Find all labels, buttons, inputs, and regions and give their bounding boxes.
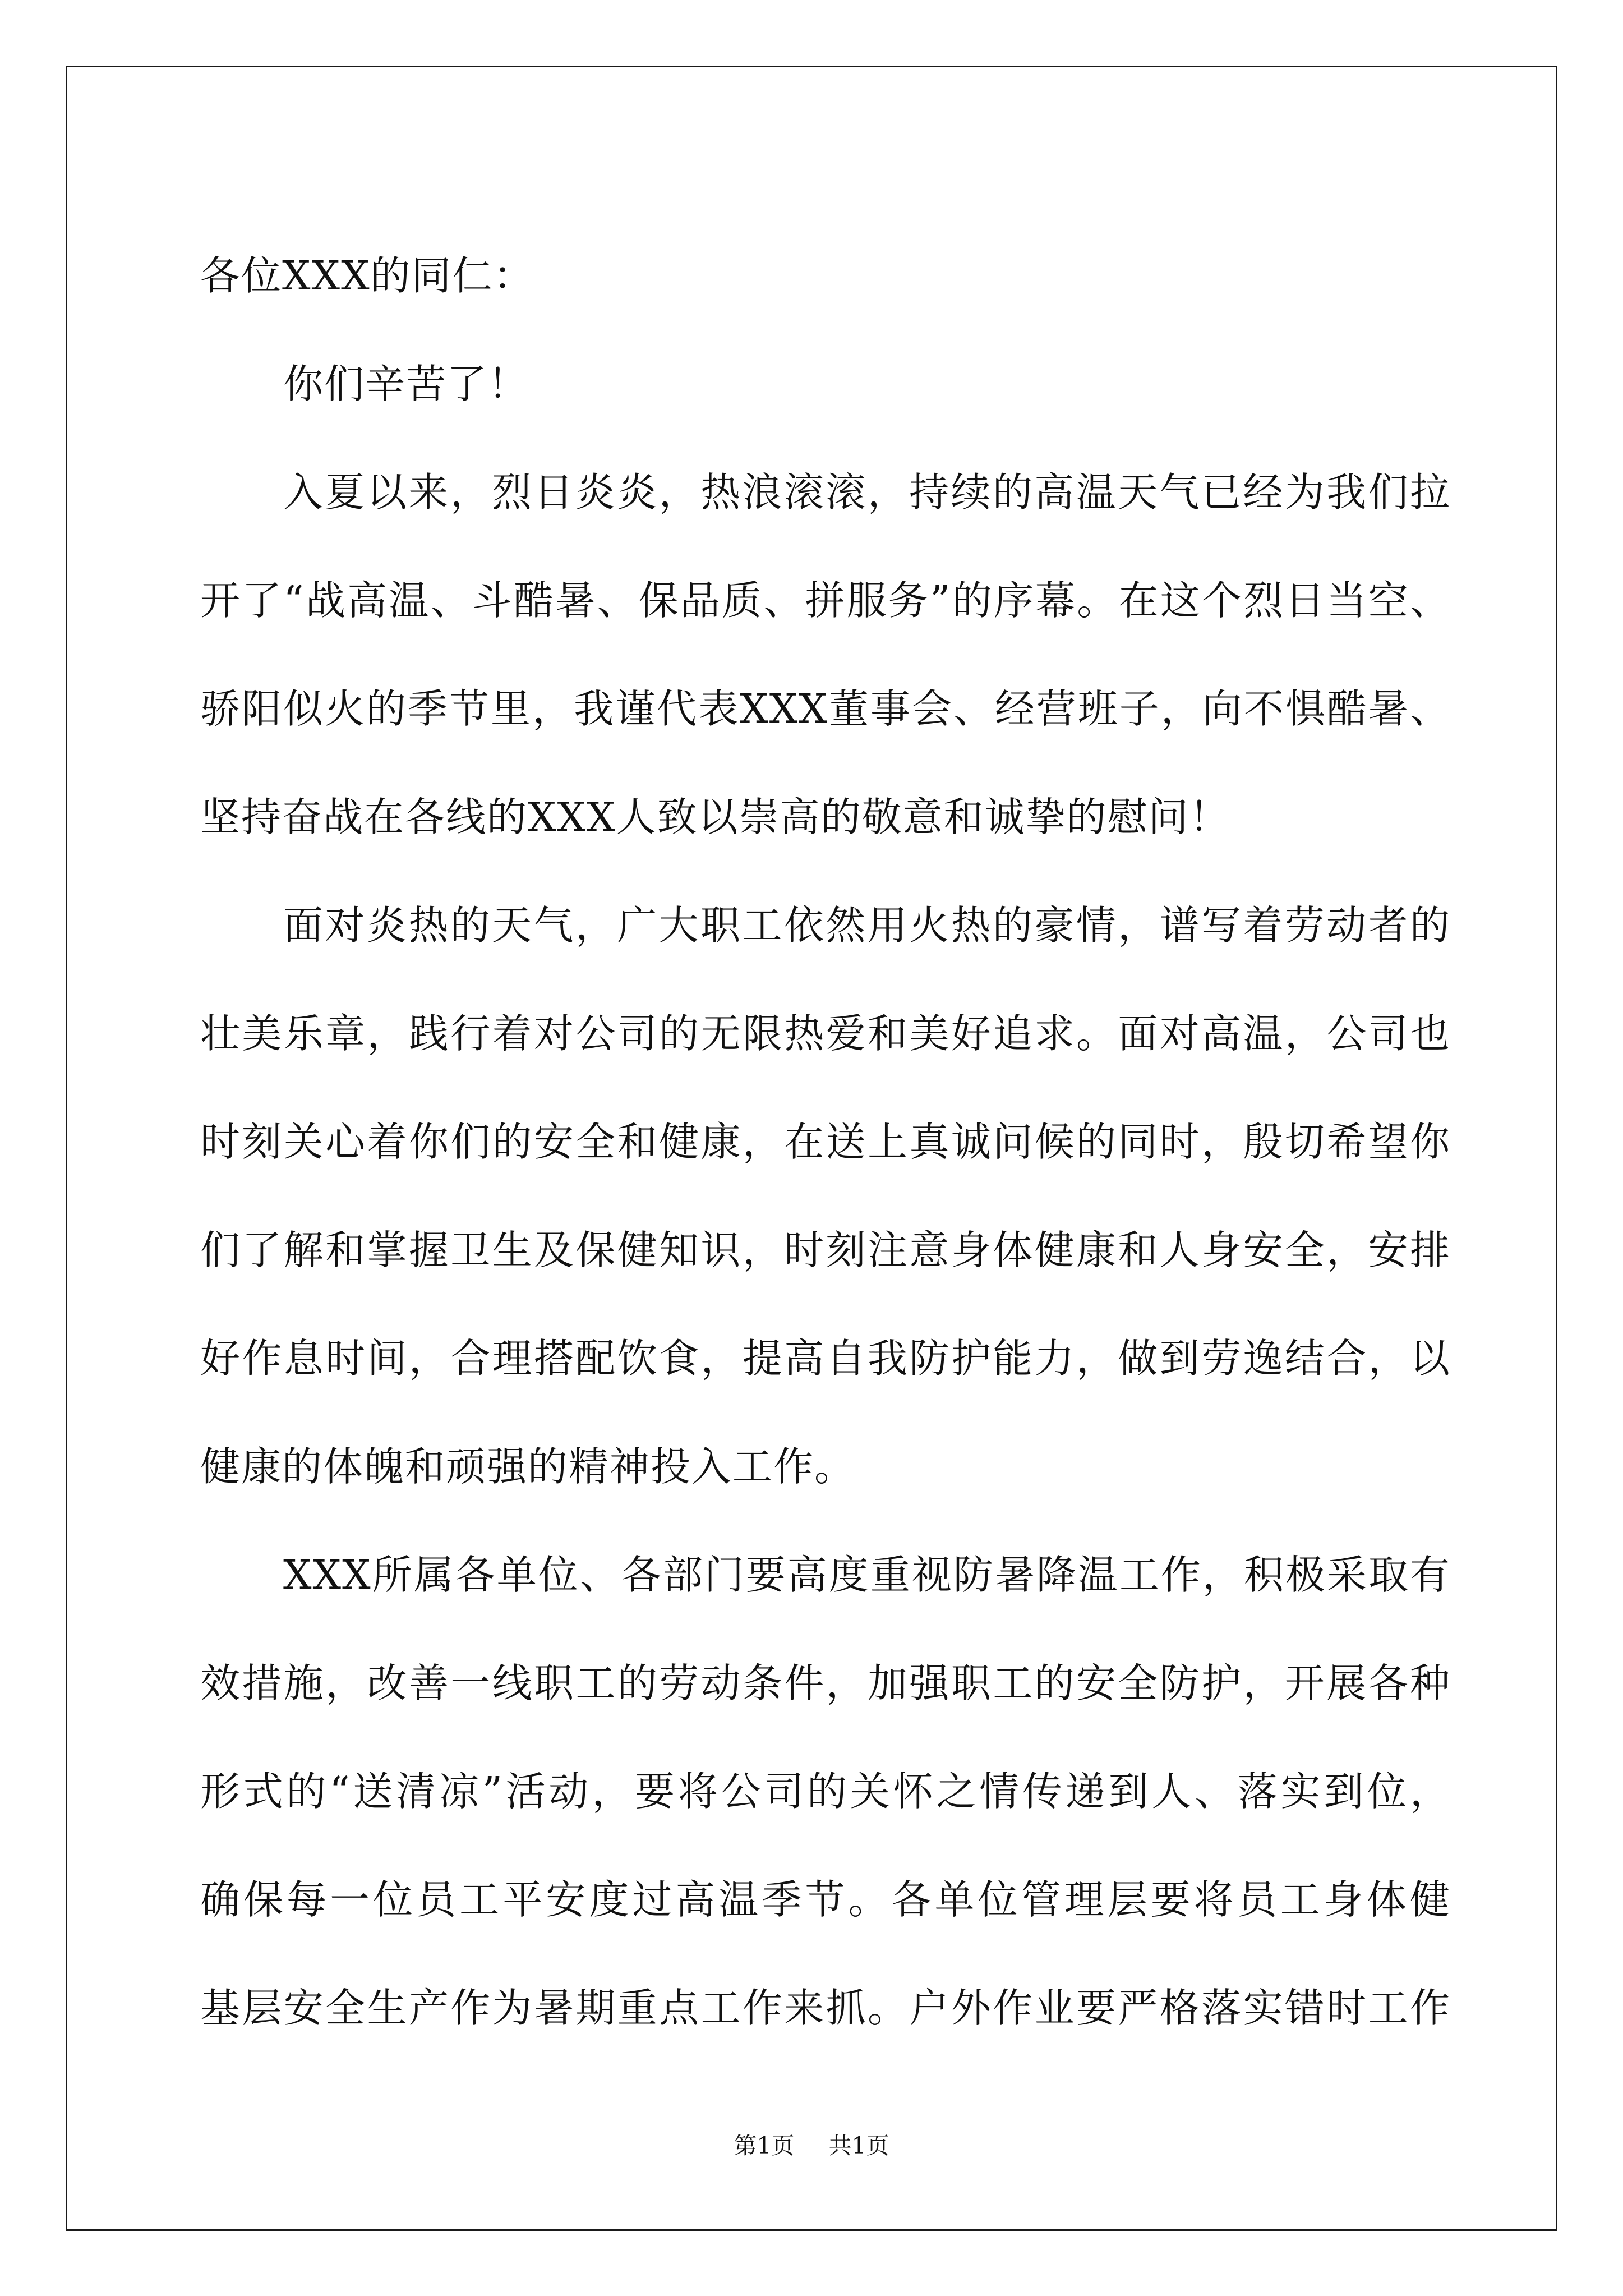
page-count: 共1页 <box>828 2132 889 2159</box>
text-line-8: 壮美乐章，践行着对公司的无限热爱和美好追求。面对高温，公司也 <box>200 1010 1451 1057</box>
text-line-1: 各位XXX的同仁： <box>200 252 534 299</box>
text-line-11: 好作息时间，合理搭配饮食，提高自我防护能力，做到劳逸结合，以 <box>200 1335 1451 1382</box>
text-line-17: 基层安全生产作为暑期重点工作来抓。户外作业要严格落实错时工作 <box>200 1985 1451 2031</box>
text-line-15: 形式的“送清凉”活动，要将公司的关怀之情传递到人、落实到位， <box>200 1768 1451 1815</box>
letter-body <box>200 222 1451 2062</box>
text-line-4: 开了“战高温、斗酷暑、保品质、拼服务”的序幕。在这个烈日当空、 <box>200 577 1451 624</box>
text-line-12: 健康的体魄和顽强的精神投入工作。 <box>200 1443 856 1490</box>
text-line-6: 坚持奋战在各线的XXX人致以崇高的敬意和诚挚的慰问！ <box>200 794 1230 840</box>
text-line-2: 你们辛苦了！ <box>283 361 529 407</box>
page-number: 第1页 <box>734 2132 795 2159</box>
text-line-10: 们了解和掌握卫生及保健知识，时刻注意身体健康和人身安全，安排 <box>200 1227 1451 1273</box>
text-line-9: 时刻关心着你们的安全和健康，在送上真诚问候的同时，殷切希望你 <box>200 1119 1451 1165</box>
text-line-7: 面对炎热的天气，广大职工依然用火热的豪情，谱写着劳动者的 <box>283 902 1451 949</box>
text-line-5: 骄阳似火的季节里，我谨代表XXX董事会、经营班子，向不惧酷暑、 <box>200 685 1451 732</box>
text-line-3: 入夏以来，烈日炎炎，热浪滚滚，持续的高温天气已经为我们拉 <box>283 469 1451 516</box>
text-line-13: XXX所属各单位、各部门要高度重视防暑降温工作，积极采取有 <box>283 1552 1451 1598</box>
text-line-16: 确保每一位员工平安度过高温季节。各单位管理层要将员工身体健 <box>200 1876 1451 1923</box>
page-footer <box>0 2127 1623 2160</box>
text-line-14: 效措施，改善一线职工的劳动条件，加强职工的安全防护，开展各种 <box>200 1660 1451 1706</box>
